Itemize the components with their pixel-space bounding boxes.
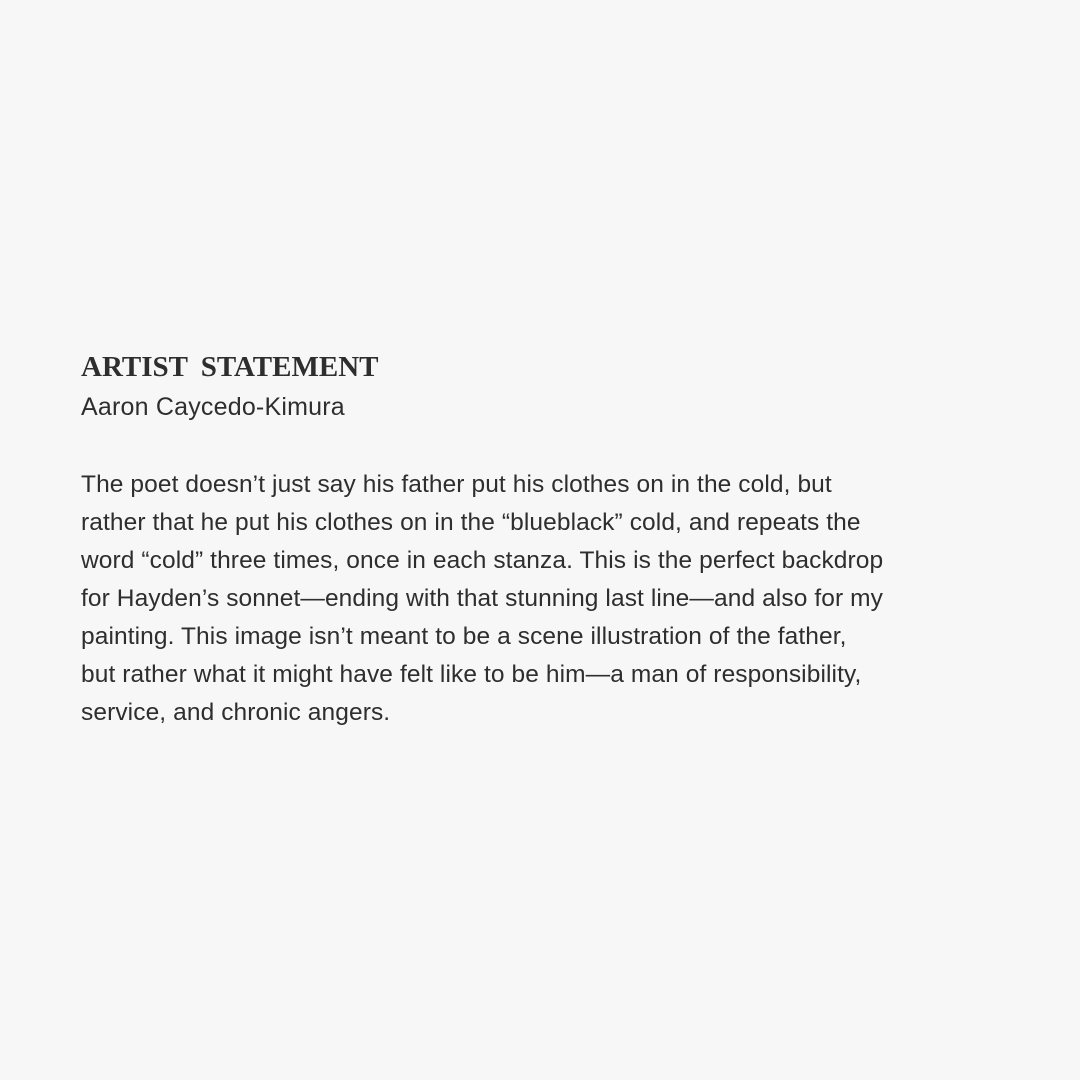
body-line: service, and chronic angers.: [81, 699, 391, 726]
artist-statement: [81, 350, 1001, 732]
body-line: rather that he put his clothes on in the “blueblack” cold, and repeats the: [81, 509, 861, 536]
body-line: painting. This image isn’t meant to be a scene illustration of the father,: [81, 623, 847, 650]
body-line: The poet doesn’t just say his father put his clothes on in the cold, but: [81, 471, 832, 498]
body-line: but rather what it might have felt like to be him—a man of responsibility,: [81, 661, 862, 688]
author-name: Aaron Caycedo-Kimura: [81, 393, 345, 421]
body-line: word “cold” three times, once in each stanza. This is the perfect backdrop: [81, 547, 884, 574]
statement-heading: ARTIST STATEMENT: [81, 351, 379, 383]
body-line: for Hayden’s sonnet—ending with that stunning last line—and also for my: [81, 585, 883, 612]
statement-body: [81, 466, 1001, 732]
